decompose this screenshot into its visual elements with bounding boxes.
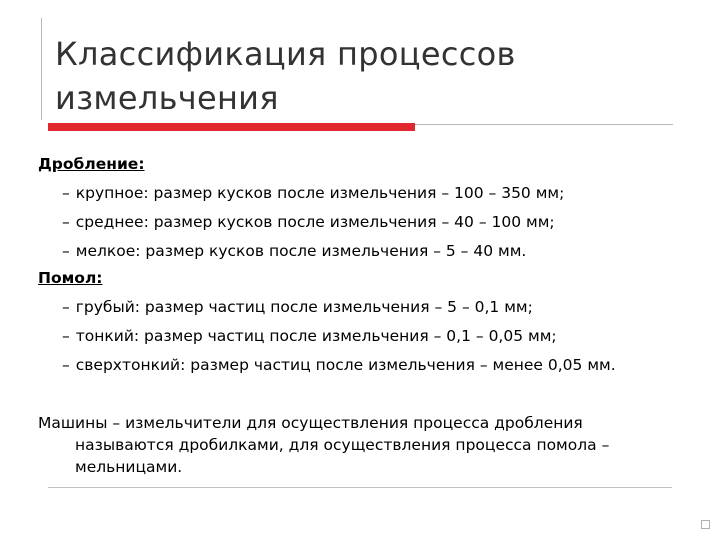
left-vertical-rule	[41, 18, 42, 120]
list-item-text: среднее: размер кусков после измельчения – 40 – 100 мм;	[75, 213, 555, 231]
list-item-text: сверхтонкий: размер частиц после измельчения – менее 0,05 мм.	[75, 356, 616, 374]
crushing-section	[38, 150, 564, 266]
grinding-section	[38, 264, 616, 380]
list-item	[62, 237, 564, 266]
corner-square-decoration	[701, 520, 710, 529]
dash-bullet: –	[62, 298, 70, 316]
dash-bullet: –	[62, 213, 70, 231]
list-item	[62, 351, 616, 380]
grinding-heading: Помол:	[38, 269, 103, 287]
dash-bullet: –	[62, 327, 70, 345]
machines-line-3: мельницами.	[75, 458, 183, 476]
machines-paragraph	[38, 412, 698, 478]
title-line-2: измельчения	[55, 79, 279, 117]
slide-title	[55, 32, 695, 120]
list-item-text: мелкое: размер кусков после измельчения – 5 – 40 мм.	[75, 242, 527, 260]
title-line-1: Классификация процессов	[55, 35, 516, 73]
list-item-text: грубый: размер частиц после измельчения – 5 – 0,1 мм;	[75, 298, 533, 316]
list-item	[62, 179, 564, 208]
list-item-text: крупное: размер кусков после измельчения – 100 – 350 мм;	[75, 184, 565, 202]
list-item	[62, 322, 616, 351]
title-accent-bar	[48, 123, 415, 131]
list-item	[62, 293, 616, 322]
crushing-list	[38, 179, 564, 266]
machines-line-2: называются дробилками, для осуществления процесса помола –	[75, 436, 610, 454]
dash-bullet: –	[62, 242, 70, 260]
dash-bullet: –	[62, 356, 70, 374]
machines-line-1: Машины – измельчители для осуществления процесса дробления	[38, 414, 583, 432]
footer-rule	[48, 487, 672, 488]
dash-bullet: –	[62, 184, 70, 202]
list-item-text: тонкий: размер частиц после измельчения – 0,1 – 0,05 мм;	[75, 327, 557, 345]
crushing-heading: Дробление:	[38, 155, 145, 173]
title-underline-rule	[415, 124, 673, 125]
list-item	[62, 208, 564, 237]
grinding-list	[38, 293, 616, 380]
